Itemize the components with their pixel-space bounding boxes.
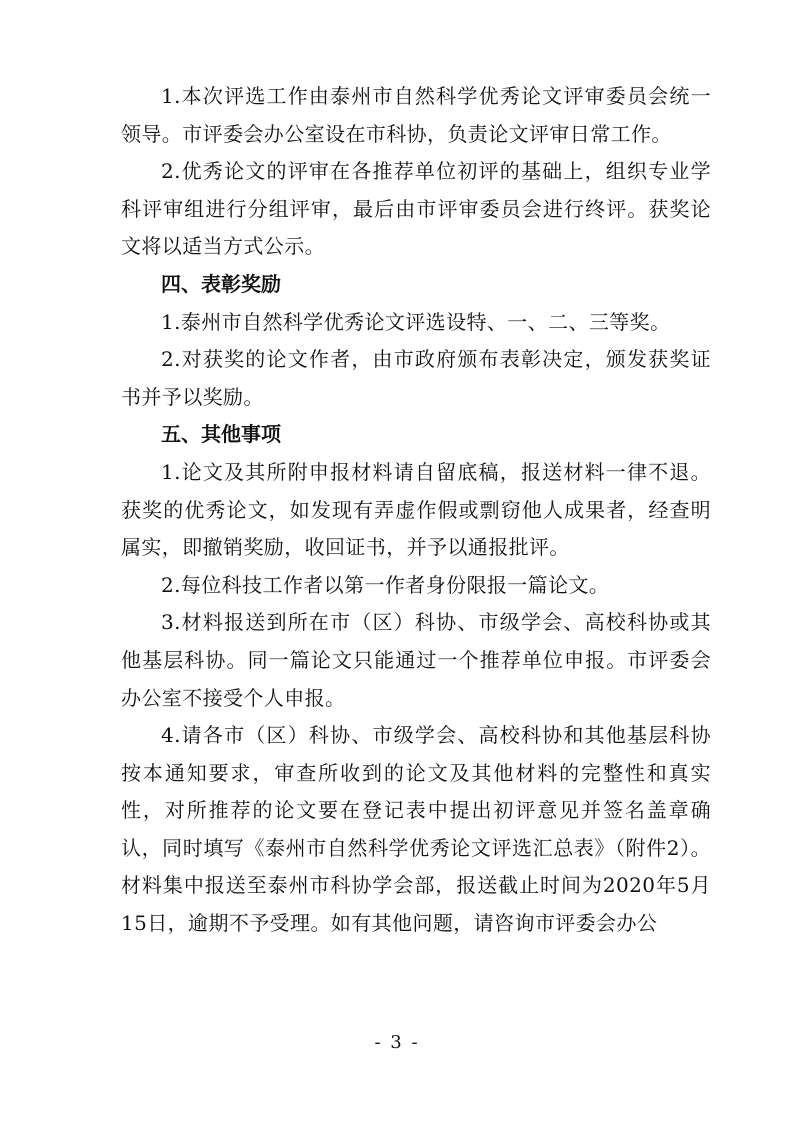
section-heading-awards: 四、表彰奖励 (161, 271, 281, 296)
paragraph-submission-channel: 3.材料报送到所在市（区）科协、市级学会、高校科协或其他基层科协。同一篇论文只能通过一个推荐单位申报。市评委会办公室不接受个人申报。 (121, 610, 711, 710)
paragraph-submission-limit: 2.每位科技工作者以第一作者身份限报一篇论文。 (161, 572, 610, 597)
document-body (121, 78, 711, 943)
section-heading-other-matters: 五、其他事项 (161, 422, 281, 447)
paragraph-award-levels: 1.泰州市自然科学优秀论文评选设特、一、二、三等奖。 (161, 309, 671, 334)
paragraph-committee-leadership: 1.本次评选工作由泰州市自然科学优秀论文评审委员会统一领导。市评委会办公室设在市科协，负责论文评审日常工作。 (121, 84, 711, 146)
page-number: - 3 - (374, 1032, 420, 1053)
paragraph-review-requirements: 4.请各市（区）科协、市级学会、高校科协和其他基层科协按本通知要求，审查所收到的论文及其他材料的完整性和真实性，对所推荐的论文要在登记表中提出初评意见并签名盖章确认，同时填写《泰州市自然科学优秀论文评选汇总表》（附件2）。材料集中报送至泰州市科协学会部，报送截止时间为2020年5月15日，逾期不予受理。如有其他问题，请咨询市评委会办公 (121, 723, 711, 936)
paragraph-materials-retention: 1.论文及其所附申报材料请自留底稿，报送材料一律不退。获奖的优秀论文，如发现有弄虚作假或剽窃他人成果者，经查明属实，即撤销奖励，收回证书，并予以通报批评。 (121, 459, 711, 560)
paragraph-review-process: 2.优秀论文的评审在各推荐单位初评的基础上，组织专业学科评审组进行分组评审，最后由市评审委员会进行终评。获奖论文将以适当方式公示。 (121, 159, 711, 259)
paragraph-award-commendation: 2.对获奖的论文作者，由市政府颁布表彰决定，颁发获奖证书并予以奖励。 (121, 347, 711, 409)
